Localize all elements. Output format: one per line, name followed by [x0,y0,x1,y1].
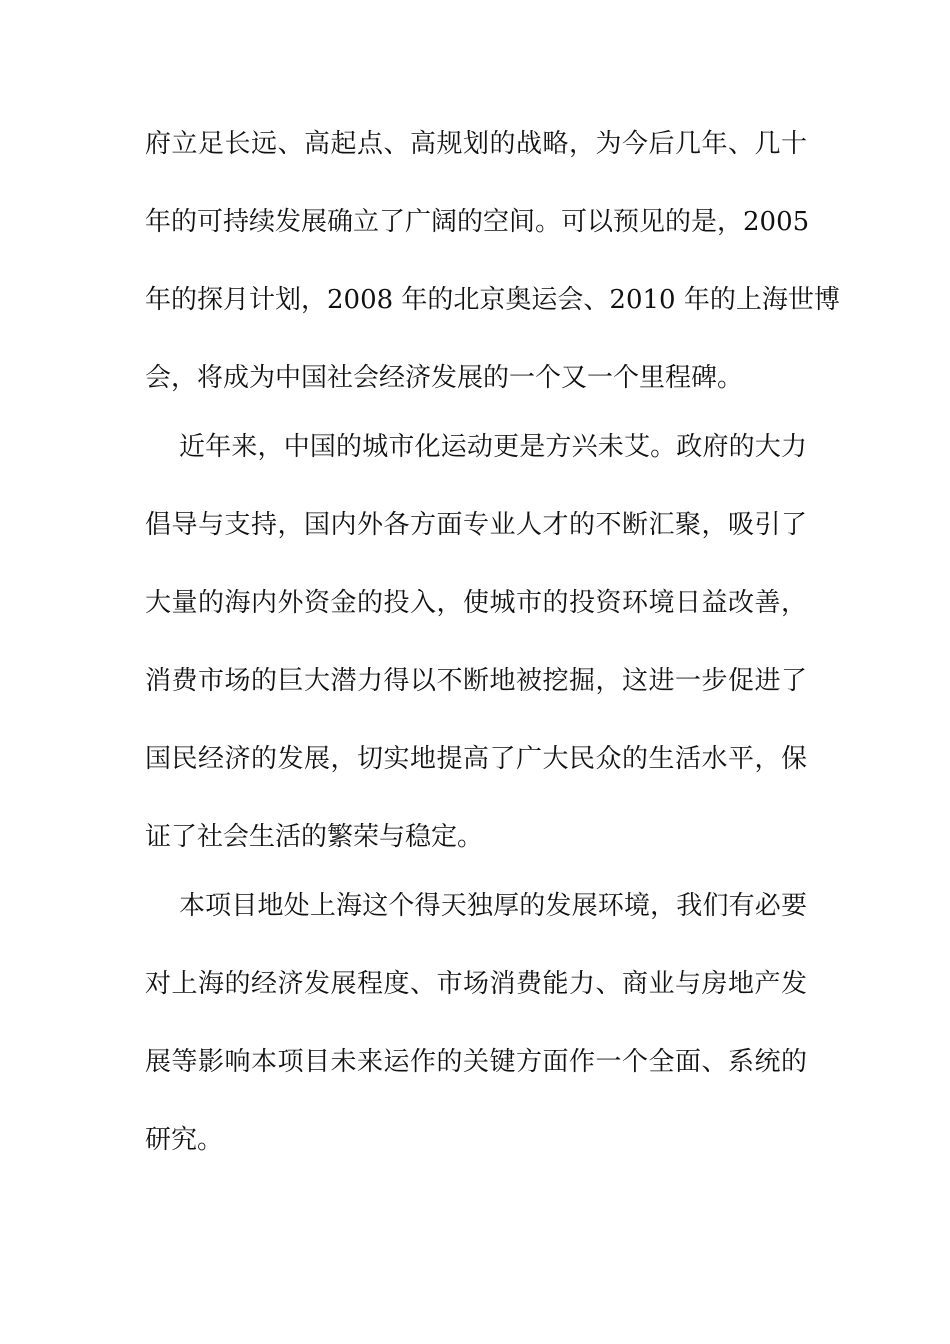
paragraph-1-line-3: 年的探月计划，2008 年的北京奥运会、2010 年的上海世博 [145,285,840,315]
paragraph-2-line-1: 近年来，中国的城市化运动更是方兴未艾。政府的大力 [179,432,807,462]
paragraph-2-line-3: 大量的海内外资金的投入，使城市的投资环境日益改善， [145,588,807,618]
paragraph-2-line-5: 国民经济的发展，切实地提高了广大民众的生活水平，保 [145,744,807,774]
paragraph-3-line-2: 对上海的经济发展程度、市场消费能力、商业与房地产发 [145,969,807,999]
paragraph-1-line-4: 会，将成为中国社会经济发展的一个又一个里程碑。 [145,363,744,393]
document-body [145,128,840,1156]
paragraph-3-line-4: 研究。 [145,1125,224,1155]
paragraph-1-line-1: 府立足长远、高起点、高规划的战略，为今后几年、几十 [145,129,807,159]
paragraph-1-line-2: 年的可持续发展确立了广阔的空间。可以预见的是，2005 [145,207,810,237]
paragraph-3-line-3: 展等影响本项目未来运作的关键方面作一个全面、系统的 [145,1047,807,1077]
paragraph-2-line-6: 证了社会生活的繁荣与稳定。 [145,822,484,852]
paragraph-2-line-2: 倡导与支持，国内外各方面专业人才的不断汇聚，吸引了 [145,510,807,540]
paragraph-3-line-1: 本项目地处上海这个得天独厚的发展环境，我们有必要 [179,891,807,921]
paragraph-2-line-4: 消费市场的巨大潜力得以不断地被挖掘，这进一步促进了 [145,666,807,696]
